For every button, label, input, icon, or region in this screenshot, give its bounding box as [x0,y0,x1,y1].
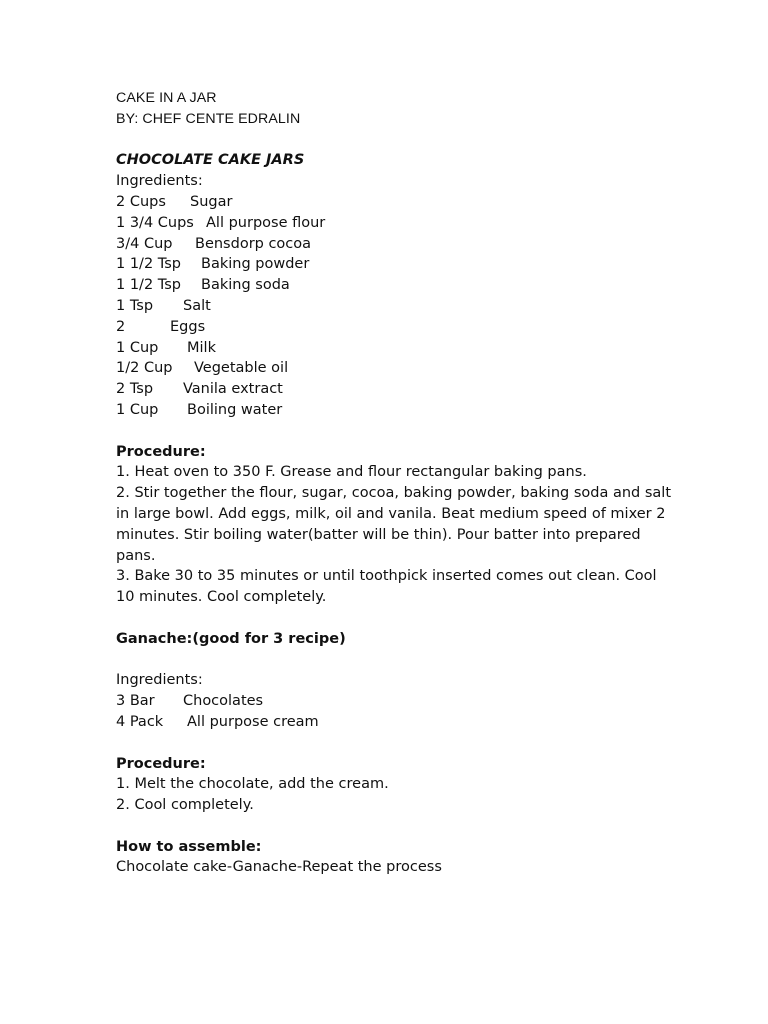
cake-procedure-list [116,462,676,608]
ganache-procedure-list [116,774,676,816]
ingredient-row [116,192,676,213]
ingredient-name: Vegetable oil [194,360,289,377]
ingredient-qty: 1 Cup [116,401,159,418]
ingredient-name: Boiling water [187,401,283,418]
spacer [116,816,676,837]
ingredient-qty: 1 Cup [116,339,159,356]
ingredient-name: Baking soda [201,277,290,294]
procedure-step: 3. Bake 30 to 35 minutes or until toothpick inserted comes out clean. Cool 10 minutes. Cool completely. [116,568,657,606]
ingredient-qty: 3 Bar [116,693,155,710]
ingredient-row [116,254,676,275]
ingredient-row [116,213,676,234]
ingredient-name: Salt [183,297,211,314]
procedure-step: 2. Stir together the flour, sugar, cocoa, baking powder, baking soda and salt in large bowl. Add eggs, milk, oil and vanila. Beat medium speed of mixer 2 minutes. Stir boiling water(batter will be thin). Pour batter into prepared pans. [116,485,672,564]
ingredient-row [116,317,676,338]
ingredient-row [116,400,676,421]
cake-ingredients-list [116,192,676,421]
ingredient-name: Sugar [190,193,233,210]
ingredient-qty: 1 1/2 Tsp [116,277,181,294]
spacer [116,421,676,442]
document-title: CAKE IN A JAR [116,90,217,106]
ingredient-qty: 2 [116,318,126,335]
ingredient-qty: 2 Tsp [116,381,154,398]
ingredient-row [116,338,676,359]
ingredient-row [116,296,676,317]
assemble-text: Chocolate cake-Ganache-Repeat the process [116,859,442,876]
document-author: BY: CHEF CENTE EDRALIN [116,110,301,127]
procedure-step: 1. Melt the chocolate, add the cream. [116,776,389,793]
ingredient-qty: 1 Tsp [116,297,154,314]
ingredient-row [116,379,676,400]
ingredient-name: Eggs [170,318,206,335]
ingredient-name: Chocolates [183,693,264,710]
spacer [116,130,676,151]
spacer [116,608,676,629]
ganache-heading: Ganache:(good for 3 recipe) [116,630,346,647]
ingredient-row [116,691,676,712]
ganache-procedure-heading: Procedure: [116,755,206,772]
spacer [116,733,676,754]
recipe-document [116,88,676,878]
ingredient-row [116,712,676,733]
ingredient-row [116,234,676,255]
procedure-step: 2. Cool completely. [116,797,254,814]
ingredient-name: Milk [187,339,216,356]
ingredient-qty: 4 Pack [116,713,164,730]
cake-ingredients-heading: Ingredients: [116,173,203,190]
ingredient-name: Vanila extract [183,381,283,398]
ingredient-name: Baking powder [201,256,310,273]
assemble-heading: How to assemble: [116,838,262,855]
ingredient-row [116,358,676,379]
ganache-ingredients-heading: Ingredients: [116,672,203,689]
ganache-ingredients-list [116,691,676,733]
ingredient-qty: 3/4 Cup [116,235,173,252]
ingredient-name: All purpose flour [206,214,326,231]
ingredient-qty: 1/2 Cup [116,360,173,377]
ingredient-name: Bensdorp cocoa [195,235,312,252]
cake-subtitle: CHOCOLATE CAKE JARS [116,152,305,169]
ingredient-row [116,275,676,296]
ingredient-qty: 1 3/4 Cups [116,214,194,231]
spacer [116,650,676,671]
ingredient-name: All purpose cream [187,713,319,730]
cake-procedure-heading: Procedure: [116,443,206,460]
ingredient-qty: 1 1/2 Tsp [116,256,181,273]
ingredient-qty: 2 Cups [116,193,166,210]
procedure-step: 1. Heat oven to 350 F. Grease and flour rectangular baking pans. [116,464,587,481]
